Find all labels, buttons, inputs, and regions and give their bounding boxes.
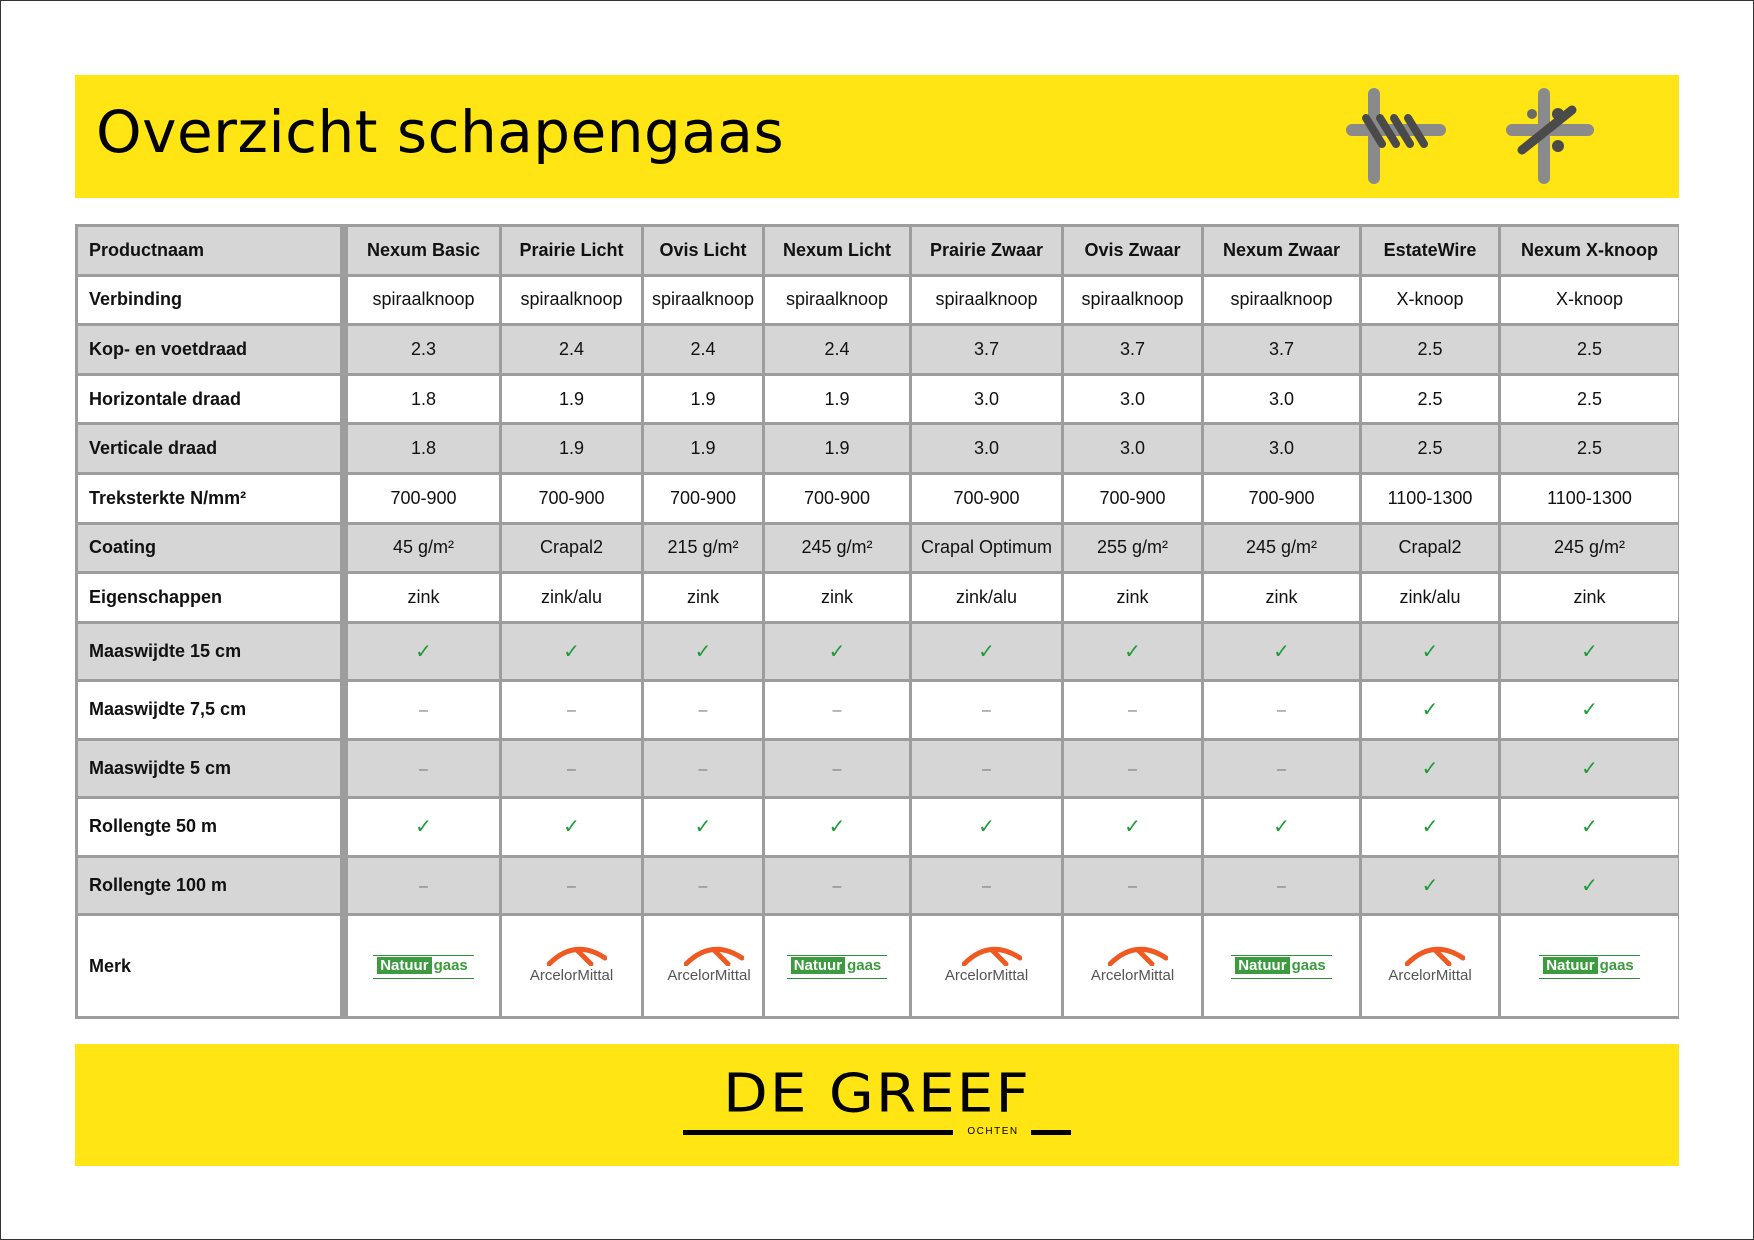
table-cell [1204, 741, 1359, 796]
arcelormittal-swoosh-icon [684, 944, 744, 966]
dash-icon: – [832, 760, 842, 778]
table-cell: 2.4 [502, 326, 641, 373]
table-cell [1362, 682, 1498, 737]
table-cell: zink [1064, 574, 1201, 621]
table-cell: zink [1204, 574, 1359, 621]
table-cell: 2.3 [348, 326, 499, 373]
product-header: Ovis Licht [644, 227, 762, 274]
product-header: EstateWire [1362, 227, 1498, 274]
dash-icon: – [1128, 702, 1137, 720]
table-cell [765, 624, 909, 679]
natuurgaas-logo-part1: Natuur [791, 957, 845, 974]
table-cell [348, 682, 499, 737]
table-cell: X-knoop [1501, 277, 1678, 324]
table-cell [912, 858, 1061, 913]
check-icon: ✓ [1421, 699, 1439, 722]
check-icon: ✓ [694, 640, 712, 663]
dash-icon: – [982, 760, 991, 778]
table-cell: 700-900 [912, 475, 1061, 522]
check-icon: ✓ [694, 816, 712, 839]
table-row [78, 682, 1678, 737]
table-cell: Crapal2 [1362, 525, 1498, 572]
arcelormittal-label: ArcelorMittal [1090, 966, 1175, 984]
dash-icon: – [419, 760, 428, 778]
table-cell: 2.5 [1362, 376, 1498, 423]
spiraalknoop-knot-icon [1346, 88, 1446, 184]
row-label: Maaswijdte 15 cm [78, 624, 345, 679]
dash-icon: – [698, 760, 708, 778]
table-row [78, 624, 1678, 679]
table-row [78, 741, 1678, 796]
table-cell [1064, 682, 1201, 737]
natuurgaas-logo [373, 955, 474, 979]
table-cell: 2.5 [1501, 425, 1678, 472]
table-cell: spiraalknoop [912, 277, 1061, 324]
table-cell: 700-900 [1204, 475, 1359, 522]
table-cell: 1.9 [644, 376, 762, 423]
arcelormittal-logo [1365, 944, 1495, 984]
product-header: Nexum Zwaar [1204, 227, 1359, 274]
row-label: Horizontale draad [78, 376, 345, 423]
check-icon: ✓ [1581, 816, 1598, 839]
check-icon: ✓ [415, 816, 432, 839]
product-header: Nexum Licht [765, 227, 909, 274]
table-cell: 3.0 [1064, 425, 1201, 472]
check-icon: ✓ [1273, 816, 1290, 839]
table-cell: 700-900 [765, 475, 909, 522]
row-label: Productnaam [78, 227, 345, 274]
table-row [78, 326, 1678, 373]
table-cell: Crapal2 [502, 525, 641, 572]
table-cell: zink/alu [1362, 574, 1498, 621]
logo-underline-right [1031, 1130, 1071, 1135]
table-row [78, 525, 1678, 572]
dash-icon: – [419, 702, 428, 720]
table-cell: spiraalknoop [1064, 277, 1201, 324]
table-cell: 3.0 [1204, 425, 1359, 472]
dash-icon: – [982, 877, 991, 895]
row-label: Maaswijdte 5 cm [78, 741, 345, 796]
check-icon: ✓ [563, 640, 580, 663]
brand-cell [1362, 916, 1498, 1016]
logo-name: DE GREEF [723, 1061, 1031, 1125]
check-icon: ✓ [978, 640, 995, 663]
table-cell [1501, 741, 1678, 796]
table-cell: zink [644, 574, 762, 621]
arcelormittal-logo [922, 944, 1052, 984]
natuurgaas-logo-part1: Natuur [377, 957, 431, 974]
table-cell: Crapal Optimum [912, 525, 1061, 572]
brand-cell [1204, 916, 1359, 1016]
table-cell: 2.5 [1501, 376, 1678, 423]
table-cell: 3.0 [912, 425, 1061, 472]
table-cell: 215 g/m² [644, 525, 762, 572]
check-icon: ✓ [828, 640, 846, 663]
logo-underline-left [683, 1130, 953, 1135]
brand-cell [912, 916, 1061, 1016]
table-cell [765, 682, 909, 737]
spec-table-wrap [75, 224, 1679, 1019]
table-cell: zink [1501, 574, 1678, 621]
product-header: Prairie Zwaar [912, 227, 1061, 274]
table-cell: 1.9 [765, 425, 909, 472]
table-cell [1204, 858, 1359, 913]
table-cell: zink/alu [912, 574, 1061, 621]
table-cell: 45 g/m² [348, 525, 499, 572]
natuurgaas-logo-part2: gaas [1291, 956, 1326, 974]
table-cell: 1.9 [765, 376, 909, 423]
table-cell: 700-900 [644, 475, 762, 522]
table-cell [348, 624, 499, 679]
dash-icon: – [1128, 877, 1137, 895]
table-cell [502, 799, 641, 854]
check-icon: ✓ [1581, 874, 1598, 897]
row-label: Rollengte 100 m [78, 858, 345, 913]
table-row [78, 227, 1678, 274]
table-cell: spiraalknoop [502, 277, 641, 324]
table-cell [1501, 682, 1678, 737]
table-cell [1362, 799, 1498, 854]
check-icon: ✓ [1421, 816, 1439, 839]
check-icon: ✓ [828, 816, 846, 839]
dash-icon: – [567, 760, 576, 778]
page-title: Overzicht schapengaas [96, 98, 785, 166]
arcelormittal-swoosh-icon [962, 944, 1022, 966]
row-label: Rollengte 50 m [78, 799, 345, 854]
check-icon: ✓ [1421, 640, 1439, 663]
table-cell [502, 741, 641, 796]
table-cell: 1.9 [502, 425, 641, 472]
table-cell: zink [348, 574, 499, 621]
dash-icon: – [1277, 702, 1286, 720]
natuurgaas-logo-part2: gaas [1599, 956, 1634, 974]
table-cell: spiraalknoop [348, 277, 499, 324]
table-cell: 3.0 [1204, 376, 1359, 423]
table-cell [644, 799, 762, 854]
table-cell: 1.9 [644, 425, 762, 472]
x-knoop-knot-icon [1500, 88, 1600, 184]
dash-icon: – [1128, 760, 1137, 778]
table-cell: 3.7 [912, 326, 1061, 373]
table-cell: 2.4 [765, 326, 909, 373]
check-icon: ✓ [1124, 640, 1141, 663]
table-row [78, 376, 1678, 423]
arcelormittal-label: ArcelorMittal [944, 966, 1029, 984]
table-cell [502, 624, 641, 679]
table-cell: 1.9 [502, 376, 641, 423]
table-cell [1064, 858, 1201, 913]
table-cell: 2.5 [1362, 425, 1498, 472]
table-cell [1064, 741, 1201, 796]
table-cell [502, 858, 641, 913]
table-cell: 2.4 [644, 326, 762, 373]
natuurgaas-logo-part1: Natuur [1235, 957, 1289, 974]
table-cell [644, 741, 762, 796]
table-cell [348, 741, 499, 796]
table-cell: 3.7 [1064, 326, 1201, 373]
spec-table [75, 224, 1681, 1019]
table-cell [502, 682, 641, 737]
brand-cell [1501, 916, 1678, 1016]
table-cell: 3.0 [912, 376, 1061, 423]
arcelormittal-label: ArcelorMittal [1388, 966, 1472, 984]
table-cell [644, 624, 762, 679]
table-cell [765, 741, 909, 796]
table-cell: zink [765, 574, 909, 621]
table-cell: 245 g/m² [1501, 525, 1678, 572]
table-cell [1362, 741, 1498, 796]
table-row [78, 916, 1678, 1016]
arcelormittal-logo [644, 944, 762, 984]
check-icon: ✓ [563, 816, 580, 839]
arcelormittal-logo [1068, 944, 1198, 984]
table-cell [912, 799, 1061, 854]
table-cell: 255 g/m² [1064, 525, 1201, 572]
product-header: Nexum Basic [348, 227, 499, 274]
table-cell: spiraalknoop [765, 277, 909, 324]
table-row [78, 277, 1678, 324]
natuurgaas-logo-part2: gaas [847, 956, 882, 974]
check-icon: ✓ [1421, 874, 1439, 897]
natuurgaas-logo-part2: gaas [433, 956, 468, 974]
table-cell: 245 g/m² [765, 525, 909, 572]
table-cell [1362, 858, 1498, 913]
dash-icon: – [1277, 877, 1286, 895]
row-label: Verbinding [78, 277, 345, 324]
dash-icon: – [832, 877, 842, 895]
product-header: Prairie Licht [502, 227, 641, 274]
table-cell [765, 799, 909, 854]
row-label: Merk [78, 916, 345, 1016]
table-cell: 700-900 [1064, 475, 1201, 522]
table-cell [1204, 682, 1359, 737]
table-row [78, 475, 1678, 522]
check-icon: ✓ [1273, 640, 1290, 663]
table-cell: 245 g/m² [1204, 525, 1359, 572]
table-cell: 3.0 [1064, 376, 1201, 423]
brand-cell [502, 916, 641, 1016]
table-row [78, 858, 1678, 913]
table-cell [1204, 799, 1359, 854]
brand-cell [765, 916, 909, 1016]
table-cell: spiraalknoop [1204, 277, 1359, 324]
arcelormittal-swoosh-icon [547, 944, 607, 966]
natuurgaas-logo-part1: Natuur [1543, 957, 1597, 974]
row-label: Eigenschappen [78, 574, 345, 621]
table-cell: zink/alu [502, 574, 641, 621]
check-icon: ✓ [1581, 640, 1598, 663]
check-icon: ✓ [1421, 757, 1439, 780]
table-row [78, 425, 1678, 472]
table-cell: 2.5 [1501, 326, 1678, 373]
dash-icon: – [698, 702, 708, 720]
arcelormittal-label: ArcelorMittal [667, 966, 751, 984]
table-cell: 700-900 [348, 475, 499, 522]
logo-subtitle: OCHTEN [967, 1126, 1019, 1137]
row-label: Verticale draad [78, 425, 345, 472]
table-cell [1064, 799, 1201, 854]
de-greef-logo [683, 1061, 1071, 1146]
table-cell: 1100-1300 [1362, 475, 1498, 522]
brand-cell [644, 916, 762, 1016]
table-cell [1362, 624, 1498, 679]
table-cell [348, 799, 499, 854]
check-icon: ✓ [1581, 699, 1598, 722]
dash-icon: – [982, 702, 991, 720]
table-cell: 1.8 [348, 425, 499, 472]
table-cell: X-knoop [1362, 277, 1498, 324]
arcelormittal-swoosh-icon [1108, 944, 1168, 966]
row-label: Coating [78, 525, 345, 572]
table-cell [912, 624, 1061, 679]
dash-icon: – [832, 702, 842, 720]
product-header: Nexum X-knoop [1501, 227, 1678, 274]
natuurgaas-logo [1539, 955, 1640, 979]
dash-icon: – [698, 877, 708, 895]
dash-icon: – [1277, 760, 1286, 778]
dash-icon: – [419, 877, 428, 895]
row-label: Maaswijdte 7,5 cm [78, 682, 345, 737]
dash-icon: – [567, 877, 576, 895]
table-cell: 700-900 [502, 475, 641, 522]
table-cell [1501, 858, 1678, 913]
row-label: Treksterkte N/mm² [78, 475, 345, 522]
table-cell: 3.7 [1204, 326, 1359, 373]
row-label: Kop- en voetdraad [78, 326, 345, 373]
arcelormittal-label: ArcelorMittal [529, 966, 614, 984]
product-header: Ovis Zwaar [1064, 227, 1201, 274]
table-cell [912, 682, 1061, 737]
table-cell [1501, 799, 1678, 854]
natuurgaas-logo [1231, 955, 1332, 979]
table-row [78, 574, 1678, 621]
check-icon: ✓ [978, 816, 995, 839]
check-icon: ✓ [1124, 816, 1141, 839]
arcelormittal-logo [507, 944, 637, 984]
check-icon: ✓ [415, 640, 432, 663]
table-cell [912, 741, 1061, 796]
table-cell: 1100-1300 [1501, 475, 1678, 522]
brand-cell [348, 916, 499, 1016]
table-cell: 1.8 [348, 376, 499, 423]
table-cell [348, 858, 499, 913]
table-cell [765, 858, 909, 913]
table-cell [1204, 624, 1359, 679]
dash-icon: – [567, 702, 576, 720]
table-cell [644, 682, 762, 737]
table-row [78, 799, 1678, 854]
arcelormittal-swoosh-icon [1405, 944, 1465, 966]
table-cell [1064, 624, 1201, 679]
natuurgaas-logo [787, 955, 888, 979]
brand-cell [1064, 916, 1201, 1016]
table-cell [644, 858, 762, 913]
check-icon: ✓ [1581, 757, 1598, 780]
table-cell: 2.5 [1362, 326, 1498, 373]
table-cell [1501, 624, 1678, 679]
table-cell: spiraalknoop [644, 277, 762, 324]
